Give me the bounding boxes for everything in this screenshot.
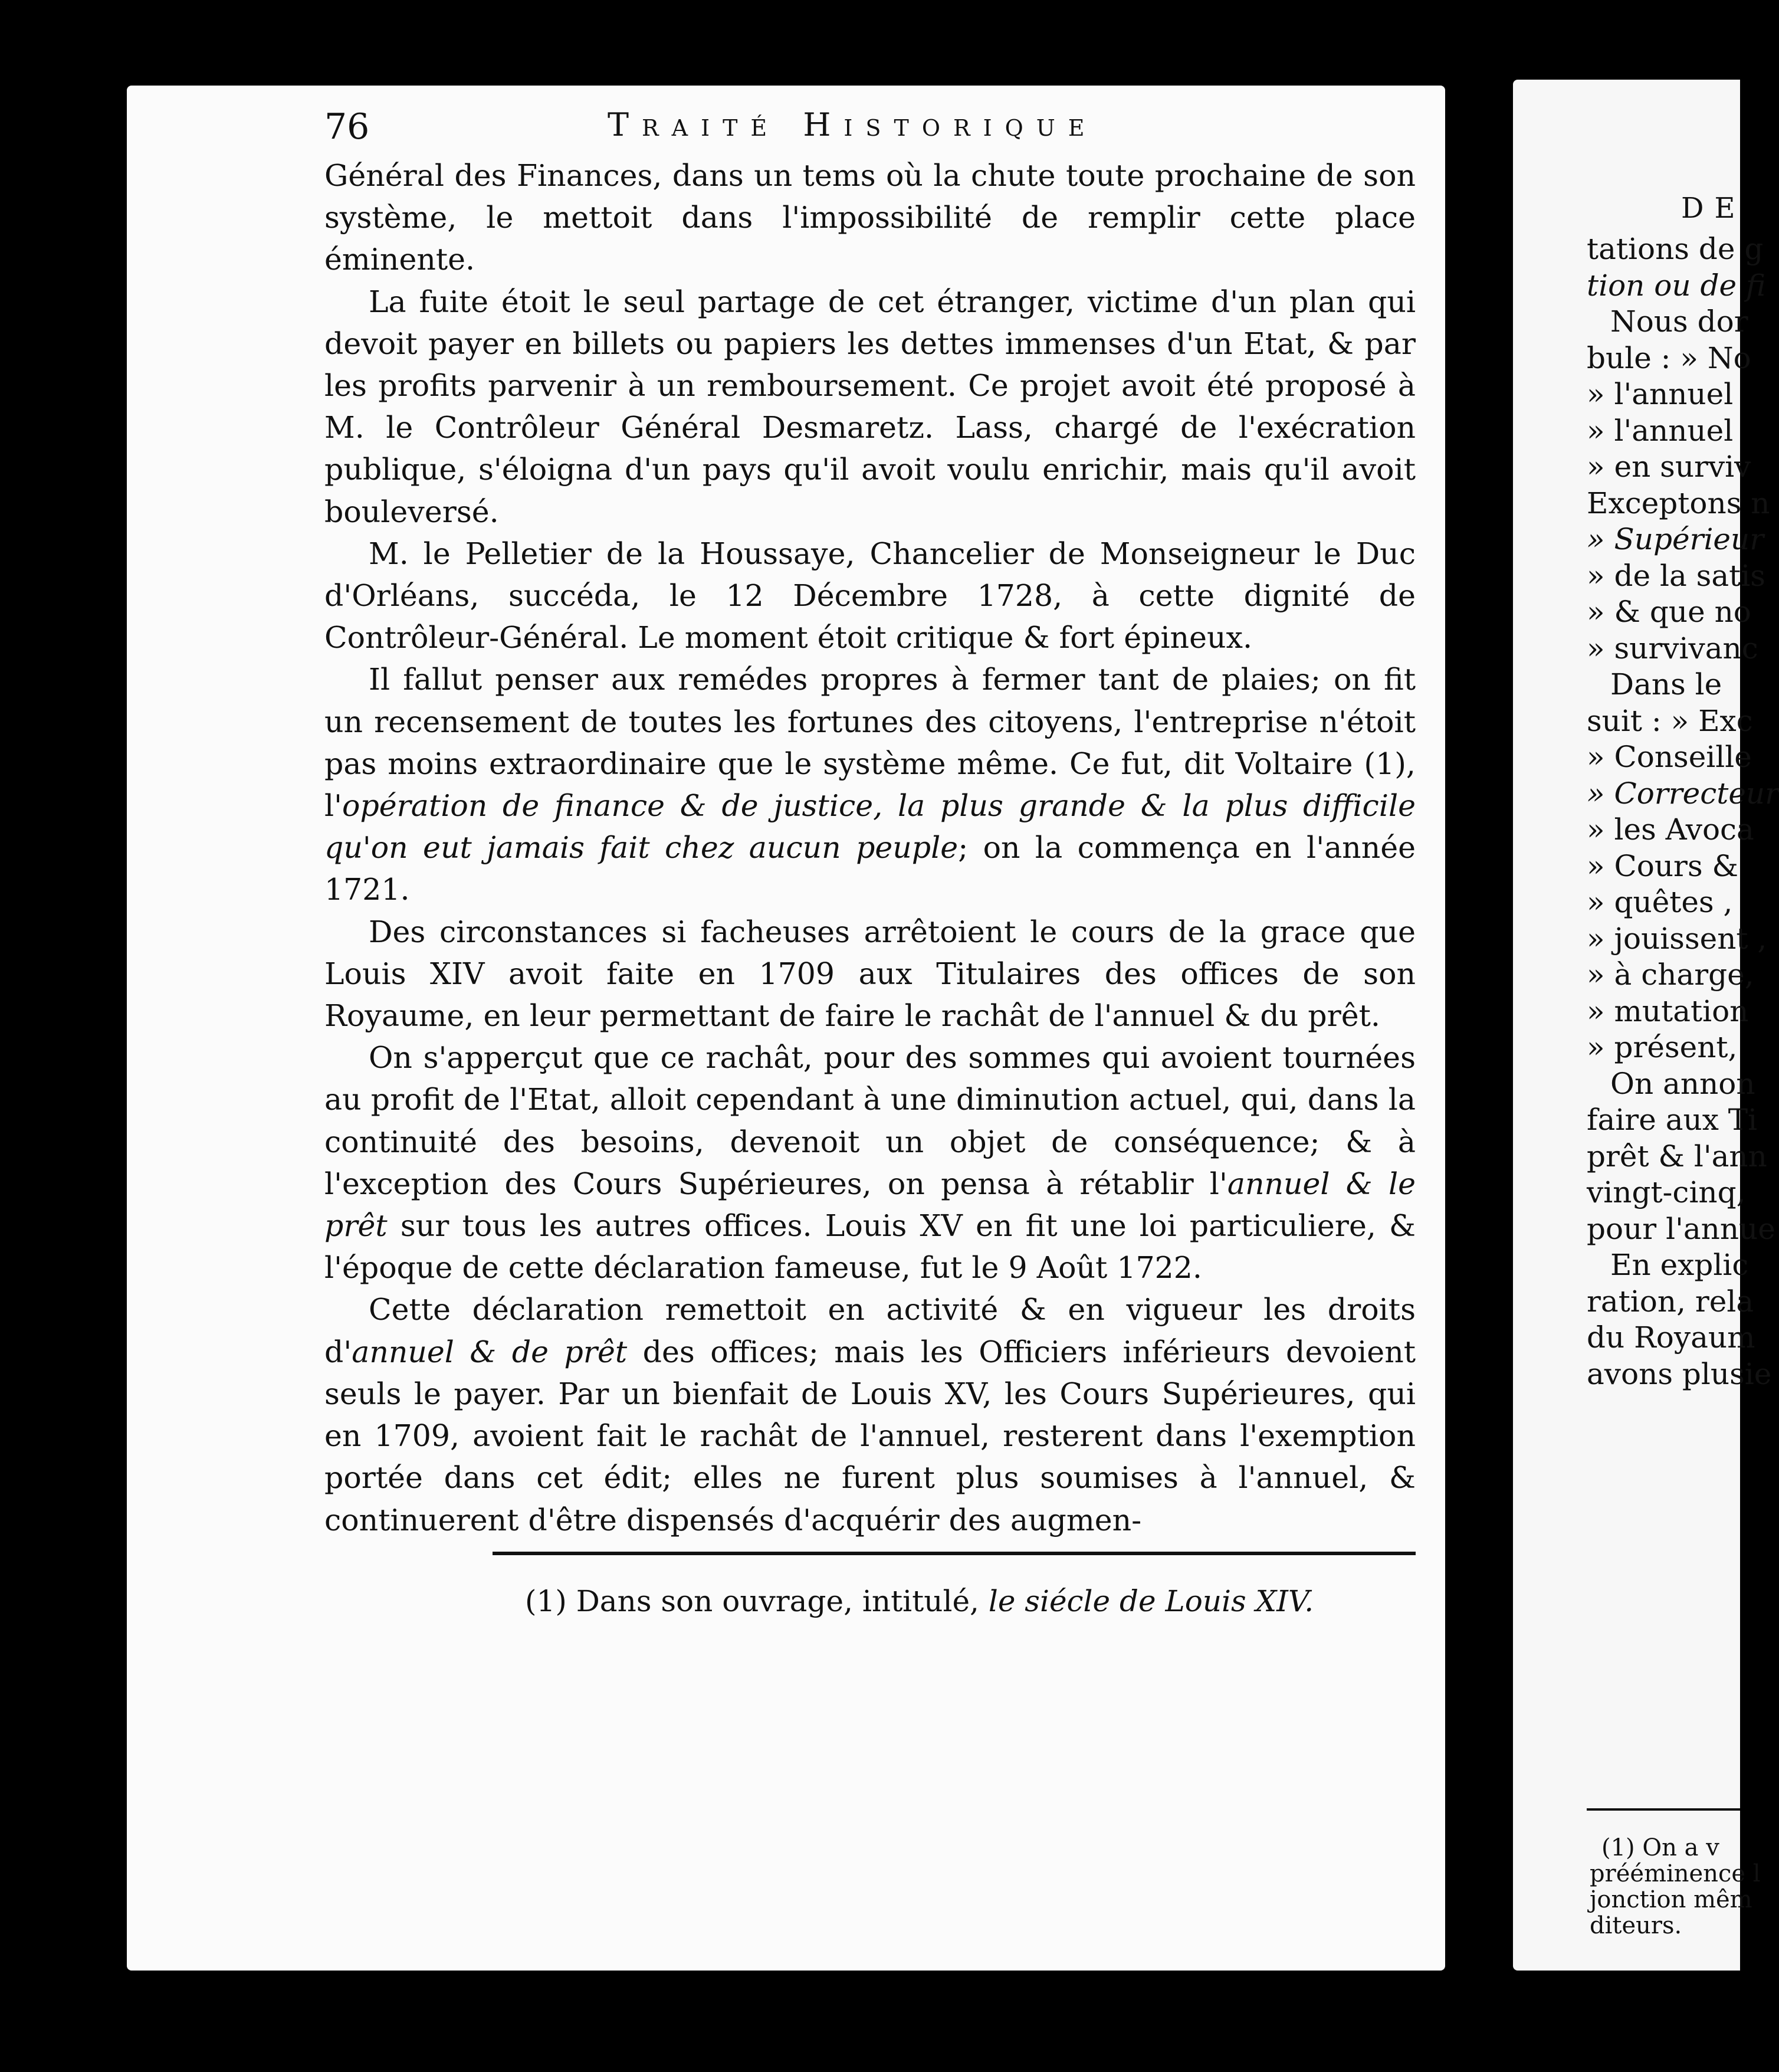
paragraph-6-text-a: On s'apperçut que ce rachât, pour des sommes qui avoient tournées au profit de l'Etat, alloit cependant à une diminution actuel, qui, dans la continuité des besoins, devenoit un objet de conséquence; & à l'exception des Cours Supérieures, on pensa à rétablir l'	[324, 1040, 1416, 1201]
right-line: » l'annuel	[1587, 377, 1734, 411]
right-footnote	[1590, 1834, 1761, 1939]
right-line: tion ou de fi	[1587, 268, 1766, 303]
right-line: » quêtes ,	[1587, 885, 1733, 919]
right-line: Exceptons n	[1587, 486, 1770, 520]
right-line: tations de g	[1587, 232, 1764, 266]
right-footnote-line: jonction mêm	[1590, 1886, 1752, 1913]
right-line: ration, rela	[1587, 1284, 1754, 1319]
left-page-header	[324, 106, 1416, 153]
right-line: faire aux Ti	[1587, 1103, 1758, 1137]
right-line: On annon	[1610, 1066, 1755, 1101]
right-line: bule : » No	[1587, 340, 1751, 375]
page-number: 76	[324, 106, 370, 147]
paragraph-4	[324, 658, 1416, 910]
left-page-body	[324, 155, 1416, 1541]
right-line: » & que no	[1587, 595, 1751, 629]
footnote-text: (1) Dans son ouvrage, intitulé,	[525, 1584, 989, 1618]
right-line: suit : » Exc	[1587, 703, 1753, 738]
running-title: Traité Historique	[608, 106, 1098, 143]
footnote-rule	[493, 1552, 1416, 1555]
right-line: » présent,	[1587, 1030, 1738, 1064]
right-page-body	[1587, 231, 1779, 1392]
paragraph-4-text-c: ; on la commença en l'année 1721.	[324, 830, 1416, 907]
paragraph-3: M. le Pelletier de la Houssaye, Chancelier de Monseigneur le Duc d'Orléans, succéda, le 12 Décembre 1728, à cette dignité de Contrôleur-Général. Le moment étoit critique & fort épineux.	[324, 536, 1416, 655]
right-line: » survivanc	[1587, 631, 1758, 665]
right-line: » mutation	[1587, 994, 1749, 1028]
paragraph-5: Des circonstances si facheuses arrêtoient le cours de la grace que Louis XIV avoit faite en 1709 aux Titulaires des offices de son Royaume, en leur permettant de faire le rachât de l'annuel & du prêt.	[324, 914, 1416, 1034]
paragraph-1: Général des Finances, dans un tems où la chute toute prochaine de son système, le mettoit dans l'impossibilité de remplir cette place éminente.	[324, 158, 1416, 277]
paragraph-6-italic: annuel & le prêt	[324, 1166, 1416, 1244]
paragraph-6-text-c: sur tous les autres offices. Louis XV en fit une loi particuliere, & l'époque de cette déclaration fameuse, fut le 9 Août 1722.	[324, 1208, 1416, 1286]
footnote-title: le siécle de Louis XIV.	[988, 1584, 1314, 1618]
right-footnote-line: prééminence l	[1590, 1860, 1761, 1887]
right-line: Nous dor	[1610, 304, 1748, 339]
right-line: » Conseille	[1587, 740, 1752, 774]
paragraph-2: La fuite étoit le seul partage de cet étranger, victime d'un plan qui devoit payer en billets ou papiers les dettes immenses d'un Etat, & par les profits parvenir à un remboursement. Ce projet avoit été proposé à M. le Contrôleur Général Desmaretz. Lass, chargé de l'exécration publique, s'éloigna d'un pays qu'il avoit voulu enrichir, mais qu'il avoit bouleversé.	[324, 284, 1416, 529]
right-footnote-line: diteurs.	[1590, 1912, 1682, 1939]
right-page-header: DE	[1681, 192, 1746, 225]
right-line: » de la satis	[1587, 558, 1765, 593]
right-line: » à charge,	[1587, 958, 1754, 992]
right-line: » les Avoca	[1587, 812, 1754, 847]
right-line: avons plusie	[1587, 1356, 1772, 1391]
paragraph-4-text-a: Il fallut penser aux remédes propres à fermer tant de plaies; on fit un recensement de toutes les fortunes des citoyens, l'entreprise n'étoit pas moins extraordinaire que le système même. Ce fut, dit Voltaire (1), l'	[324, 662, 1416, 824]
right-line: » Supérieur	[1587, 522, 1764, 556]
book-spine	[1445, 71, 1513, 1982]
paragraph-7	[324, 1289, 1416, 1540]
right-line: prêt & l'ann	[1587, 1139, 1767, 1173]
paragraph-7-text-c: des offices; mais les Officiers inférieurs devoient seuls le payer. Par un bienfait de Louis XV, les Cours Supérieures, qui en 1709, avoient fait le rachât de l'annuel, resterent dans l'exemption portée dans cet édit; elles ne furent plus soumises à l'annuel, & continuerent d'être dispensés d'acquérir des augmen-	[324, 1334, 1416, 1537]
paragraph-7-text-a: Cette déclaration remettoit en activité & en vigueur les droits d'	[324, 1292, 1416, 1369]
footnote	[525, 1584, 1314, 1618]
right-line: » en surviv	[1587, 450, 1751, 484]
right-line: du Royaum	[1587, 1320, 1755, 1355]
paragraph-4-quote: opération de finance & de justice, la plus grande & la plus difficile qu'on eut jamais fait chez aucun peuple	[324, 788, 1416, 865]
right-footnote-rule	[1587, 1808, 1740, 1811]
right-line: pour l'annue	[1587, 1211, 1775, 1246]
right-line: » l'annuel	[1587, 413, 1734, 448]
right-line: En explic	[1610, 1248, 1749, 1282]
right-footnote-line: (1) On a v	[1601, 1834, 1719, 1861]
right-line: » Cours &	[1587, 848, 1739, 883]
right-line: Dans le	[1610, 667, 1722, 701]
right-line: » jouissent ,	[1587, 921, 1767, 956]
paragraph-7-italic: annuel & de prêt	[352, 1334, 628, 1369]
right-line: » Correcteur	[1587, 776, 1779, 811]
right-line: vingt-cinq,	[1587, 1175, 1746, 1209]
paragraph-6	[324, 1037, 1416, 1289]
